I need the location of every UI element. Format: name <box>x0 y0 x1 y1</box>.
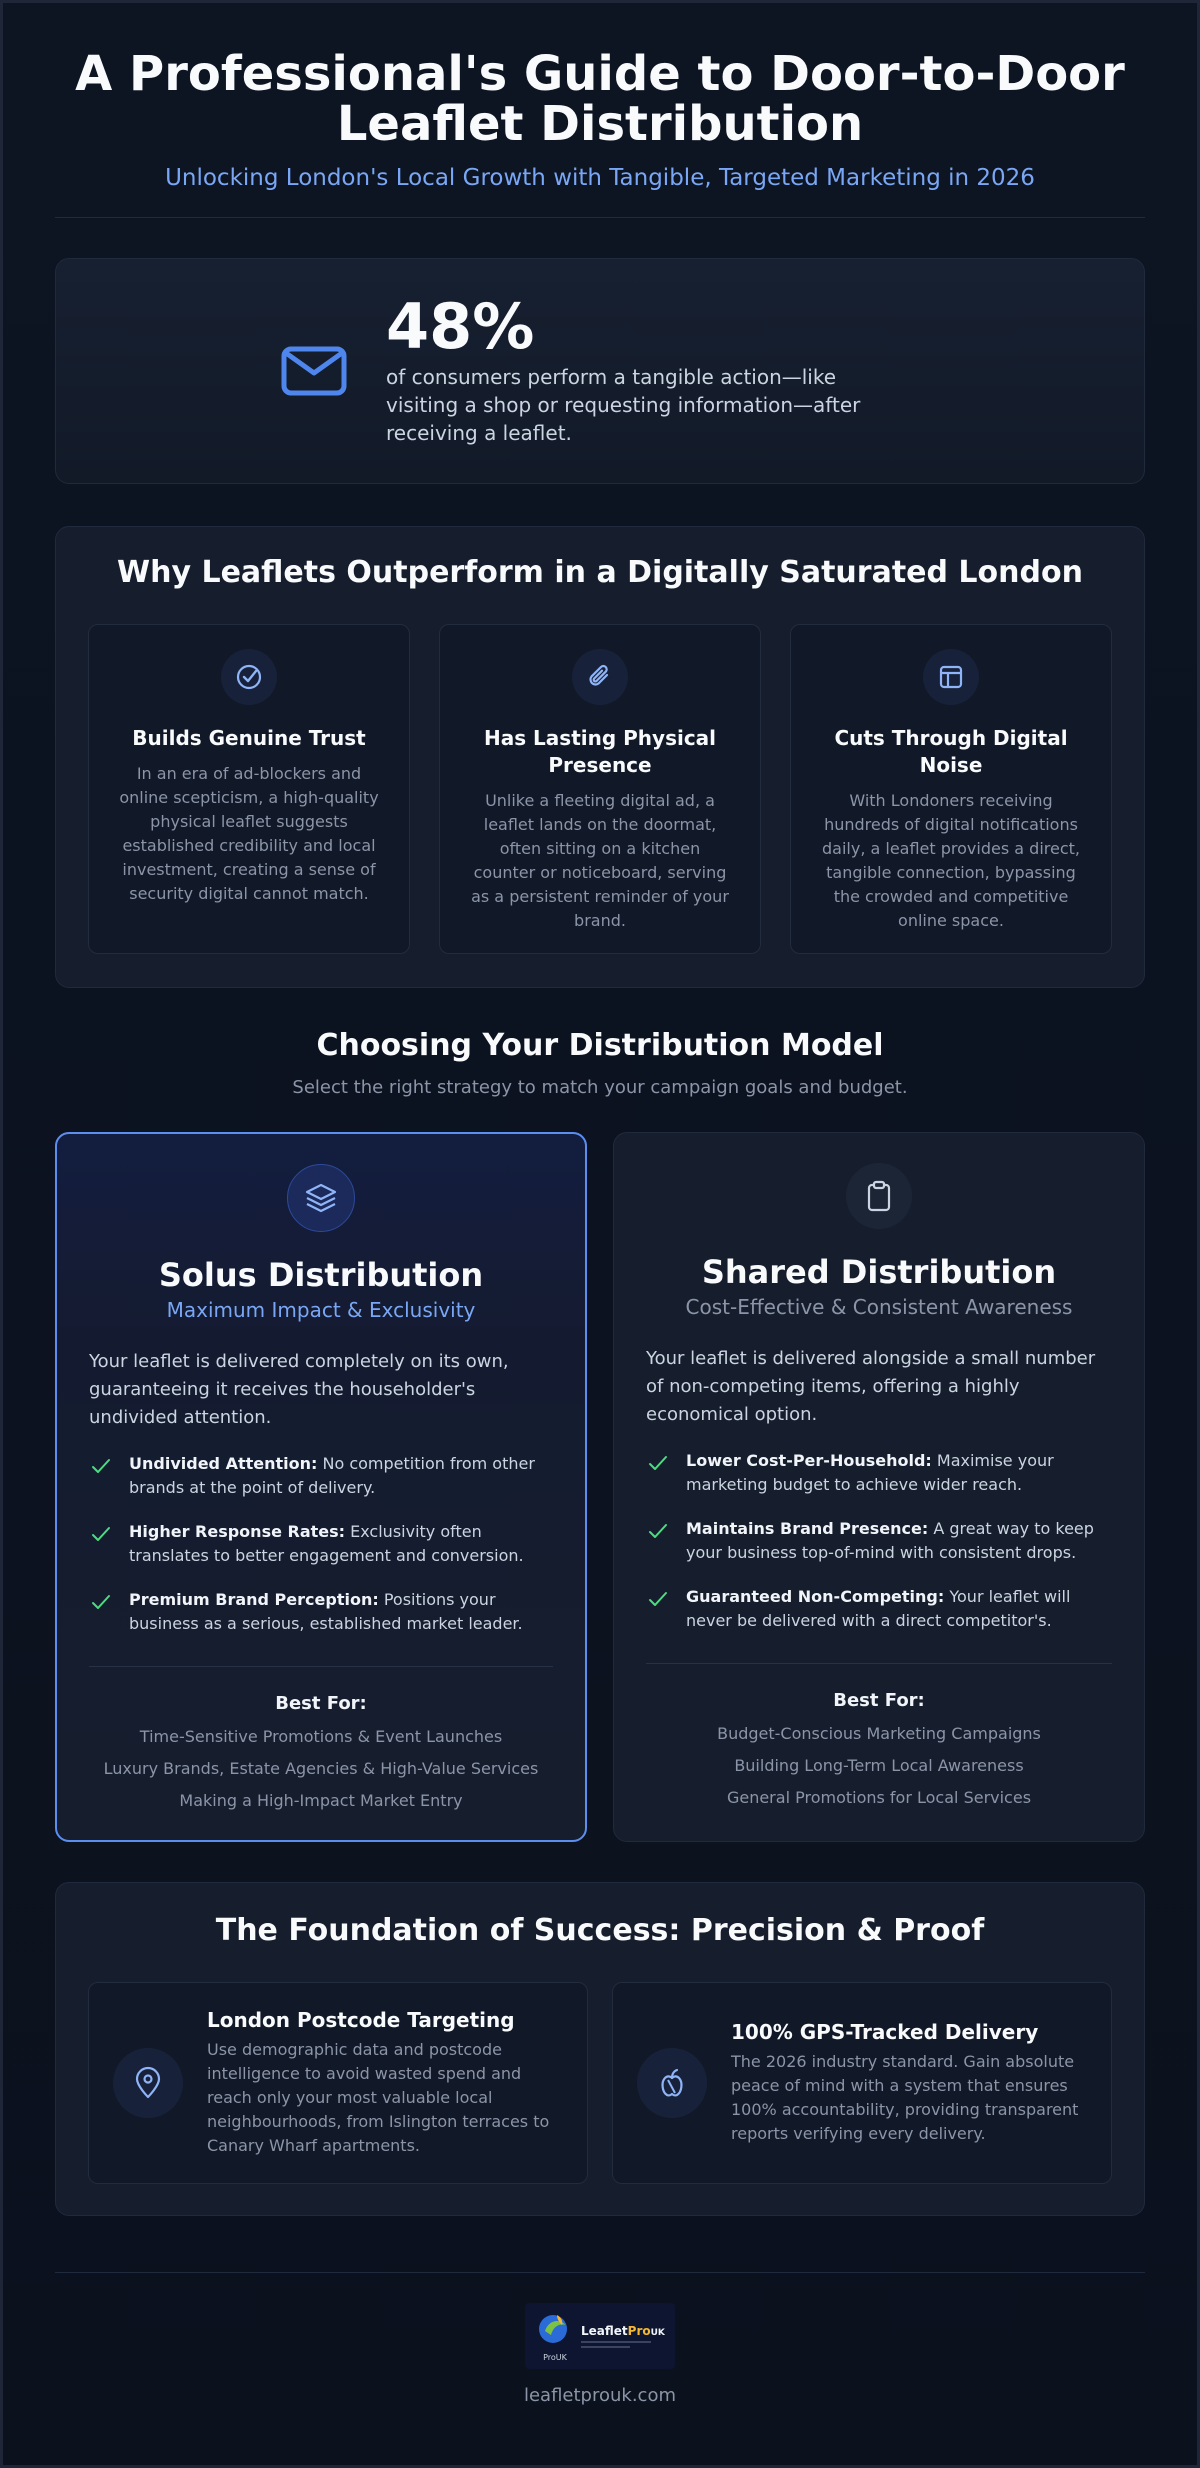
models-title: Choosing Your Distribution Model <box>316 1028 884 1063</box>
layout-icon <box>923 649 979 705</box>
check-icon <box>89 1590 113 1614</box>
why-item-text: With Londoners receiving hundreds of digital notifications daily, a leaflet provides a direct, tangible connection, bypassing the crowded and competitive online space. <box>822 791 1080 930</box>
best-for-item: Budget-Conscious Marketing Campaigns <box>717 1724 1041 1743</box>
feature-bold: Higher Response Rates: <box>129 1522 346 1541</box>
why-item-trust <box>88 624 410 954</box>
check-icon <box>89 1522 113 1546</box>
best-for-label: Best For: <box>275 1693 367 1714</box>
solus-tagline: Maximum Impact & Exclusivity <box>166 1298 476 1322</box>
models-subtitle: Select the right strategy to match your campaign goals and budget. <box>292 1077 908 1098</box>
check-icon <box>89 1454 113 1478</box>
foundation-title: The Foundation of Success: Precision & Proof <box>215 1913 985 1948</box>
models-grid <box>55 1132 1145 1842</box>
feature-bold: Lower Cost-Per-Household: <box>686 1451 932 1470</box>
paperclip-icon <box>572 649 628 705</box>
best-for-item: Building Long-Term Local Awareness <box>734 1756 1024 1775</box>
feature-item <box>89 1588 553 1636</box>
solus-intro: Your leaflet is delivered completely on its own, guaranteeing it receives the householder's undivided attention. <box>89 1351 509 1428</box>
feature-item <box>646 1585 1112 1633</box>
foundation-item-title: London Postcode Targeting <box>207 2008 515 2032</box>
why-item-noise <box>790 624 1112 954</box>
why-title: Why Leaflets Outperform in a Digitally Saturated London <box>117 555 1083 590</box>
logo-wordmark: LeafletProUK <box>581 2324 665 2338</box>
foundation-item-gps <box>612 1982 1112 2184</box>
feature-item <box>646 1517 1112 1565</box>
why-item-title: Builds Genuine Trust <box>132 726 366 750</box>
why-item-presence <box>439 624 761 954</box>
layers-icon <box>287 1164 355 1232</box>
solus-card <box>55 1132 587 1842</box>
why-section <box>55 526 1145 988</box>
why-grid <box>88 624 1112 954</box>
best-for-item: Luxury Brands, Estate Agencies & High-Value Services <box>103 1759 539 1778</box>
foundation-section <box>55 1882 1145 2216</box>
check-icon <box>646 1519 670 1543</box>
best-for-item: Time-Sensitive Promotions & Event Launches <box>139 1727 503 1746</box>
why-item-text: In an era of ad-blockers and online scepticism, a high-quality physical leaflet suggests established credibility and local investment, creating a sense of security digital cannot match. <box>119 764 379 903</box>
stat-description: of consumers perform a tangible action—like visiting a shop or requesting information—after receiving a leaflet. <box>386 365 861 445</box>
gps-icon <box>637 2048 707 2118</box>
why-item-text: Unlike a fleeting digital ad, a leaflet lands on the doormat, often sitting on a kitchen counter or noticeboard, serving as a persistent reminder of your brand. <box>471 791 729 930</box>
why-item-title: Cuts Through Digital Noise <box>834 726 1068 777</box>
shared-card <box>613 1132 1145 1842</box>
feature-text: Positions your business as a serious, established market leader. <box>129 1590 523 1633</box>
feature-bold: Premium Brand Perception: <box>129 1590 379 1609</box>
foundation-item-targeting <box>88 1982 588 2184</box>
shared-tagline: Cost-Effective & Consistent Awareness <box>685 1295 1073 1319</box>
divider <box>55 217 1145 218</box>
divider <box>646 1663 1112 1664</box>
page-subtitle: Unlocking London's Local Growth with Tangible, Targeted Marketing in 2026 <box>165 165 1035 191</box>
logo-mark-text: ProUK <box>543 2352 567 2362</box>
feature-item <box>89 1520 553 1568</box>
shared-title: Shared Distribution <box>701 1253 1057 1291</box>
why-item-title: Has Lasting Physical Presence <box>483 726 717 777</box>
check-icon <box>646 1451 670 1475</box>
feature-bold: Guaranteed Non-Competing: <box>686 1587 945 1606</box>
divider <box>89 1666 553 1667</box>
foundation-grid <box>88 1982 1112 2184</box>
feature-item <box>89 1452 553 1500</box>
map-pin-icon <box>113 2048 183 2118</box>
logo-tagline-lines <box>581 2341 651 2348</box>
envelope-icon <box>274 331 354 411</box>
solus-title: Solus Distribution <box>158 1256 484 1294</box>
hero <box>55 3 1145 218</box>
feature-text: A great way to keep your business top-of-mind with consistent drops. <box>686 1519 1094 1562</box>
clipboard-icon <box>846 1163 912 1229</box>
foundation-item-text: Use demographic data and postcode intelligence to avoid wasted spend and reach only your most valuable local neighbourhoods, from Islington terraces to Canary Wharf apartments. <box>207 2040 550 2155</box>
page-title: A Professional's Guide to Door-to-Door Leaflet Distribution <box>75 46 1125 152</box>
footer <box>55 2272 1145 2406</box>
models-header <box>55 1028 1145 1098</box>
brand-logo <box>525 2303 675 2369</box>
check-circle-icon <box>221 649 277 705</box>
feature-text: Exclusivity often translates to better engagement and conversion. <box>129 1522 524 1565</box>
feature-text: No competition from other brands at the point of delivery. <box>129 1454 535 1497</box>
feature-item <box>646 1449 1112 1497</box>
feature-text: Your leaflet will never be delivered with a direct competitor's. <box>686 1587 1071 1630</box>
feature-bold: Maintains Brand Presence: <box>686 1519 929 1538</box>
stat-value: 48% <box>386 290 535 363</box>
foundation-item-title: 100% GPS-Tracked Delivery <box>731 2020 1039 2044</box>
shared-intro: Your leaflet is delivered alongside a small number of non-competing items, offering a highly economical option. <box>646 1348 1096 1425</box>
foundation-item-text: The 2026 industry standard. Gain absolute peace of mind with a system that ensures 100% accountability, providing transparent reports verifying every delivery. <box>731 2052 1079 2143</box>
feature-text: Maximise your marketing budget to achieve wider reach. <box>686 1451 1054 1494</box>
footer-url[interactable]: leafletprouk.com <box>523 2385 676 2406</box>
best-for-item: Making a High-Impact Market Entry <box>179 1791 463 1810</box>
check-icon <box>646 1587 670 1611</box>
stat-text <box>386 290 866 447</box>
best-for-label: Best For: <box>833 1690 925 1711</box>
logo-mark <box>535 2311 575 2362</box>
best-for-item: General Promotions for Local Services <box>726 1788 1032 1807</box>
stat-card <box>55 258 1145 484</box>
feature-bold: Undivided Attention: <box>129 1454 318 1473</box>
